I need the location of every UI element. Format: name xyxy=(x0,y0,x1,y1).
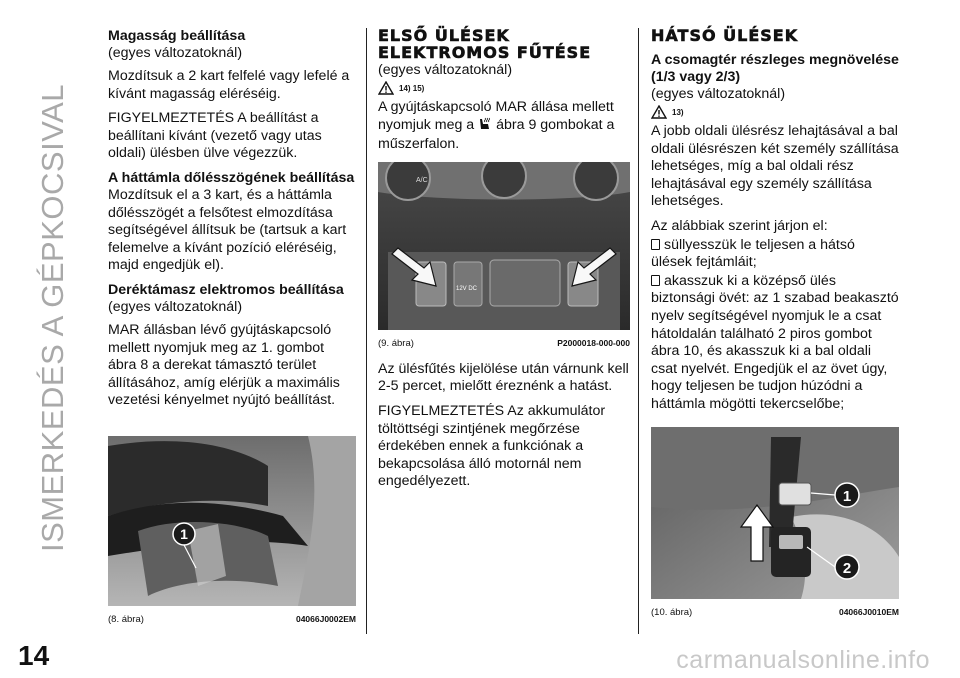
paragraph: Az ülésfűtés kijelölése után várnunk kell 2-5 percet, mielőtt éreznénk a hatást. xyxy=(378,360,629,395)
heading-backrest: A háttámla dőlésszögének beállítása xyxy=(108,169,355,186)
paragraph: FIGYELMEZTETÉS Az akkumulátor töltöttségi szintjének megőrzése érdekében ennek a funkciónak a bekapcsolása álló motornál nem engedélyezett. xyxy=(378,402,606,490)
heading-height-adjust: Magasság beállítása xyxy=(108,28,246,44)
svg-text:12V DC: 12V DC xyxy=(456,285,478,292)
paragraph: MAR állásban lévő gyújtáskapcsoló mellett nyomjuk meg az 1. gombot ábra 8 a derekat támasztó terület állításához, amíg elérjük a maximális vezetési kényelmet nyújtó beállítást. xyxy=(108,321,340,409)
sidebar-chapter-title: ISMERKEDÉS A GÉPKOCSIVAL xyxy=(35,84,71,552)
checkbox-bullet-icon xyxy=(651,275,660,286)
figure-8 xyxy=(108,436,356,625)
list-item: akasszuk ki a középső ülés biztonsági övét: az 1 szabad beakasztó nyelv segítségével nyomjuk le a csat hátoldalán található 2 piros gombot ábra 10, és akasszuk ki a bal oldali csat nyelvét. Engedjük el az övet úgy, hogy teljesen be tudjon húzódni a háttámla mögötti tekercselőbe; xyxy=(651,272,899,412)
paragraph: A jobb oldali ülésrész lehajtásával a bal oldali ülésrészen két személy szállítása lehetséges, míg a bal oldali rész lehajtásával egy személy szállítása lehetséges. xyxy=(651,123,899,210)
subtitle: (egyes változatoknál) xyxy=(108,298,243,315)
subtitle: (egyes változatoknál) xyxy=(108,45,243,61)
section-title: HÁTSÓ ÜLÉSEK xyxy=(651,26,799,45)
subtitle: (egyes változatoknál) xyxy=(651,86,786,102)
figure-caption: (10. ábra) 04066J0010EM xyxy=(651,607,899,618)
seat-heater-icon xyxy=(478,117,492,137)
column-divider xyxy=(366,28,367,634)
figure-caption: (9. ábra) P2000018-000-000 xyxy=(378,337,630,349)
column-divider xyxy=(638,28,639,634)
figure-caption: (8. ábra) 04066J0002EM xyxy=(108,614,356,625)
heading-luggage: A csomagtér részleges megnövelése (1/3 vagy 2/3) xyxy=(651,52,899,85)
warning-triangle-icon xyxy=(378,81,394,95)
column-left xyxy=(108,28,356,625)
figure-10 xyxy=(651,427,899,618)
warning-triangle-icon xyxy=(651,105,667,119)
watermark: carmanualsonline.info xyxy=(676,646,930,674)
page-number: 14 xyxy=(18,640,50,671)
callout-1: 1 xyxy=(842,488,852,505)
seatbelt-buckle-image xyxy=(651,427,899,599)
section-title: ELSŐ ÜLÉSEK xyxy=(378,26,510,45)
paragraph: FIGYELMEZTETÉS A beállítást a beállítani kívánt (vezető vagy utas oldali) ülésben ülve végezzük. xyxy=(108,110,322,162)
callout-2: 2 xyxy=(842,560,852,577)
section-title: ELEKTROMOS FŰTÉSE xyxy=(378,43,592,62)
warning-reference: 13) xyxy=(651,105,899,119)
callout-1: 1 xyxy=(180,526,188,542)
warning-reference: 14) 15) xyxy=(378,81,630,95)
paragraph: Mozdítsuk el a 3 kart, és a háttámla dőlésszögét a felsőtest elmozdítása segítségével állítsuk be (tartsuk a kart felemelve a kívánt pozíció eléréséig, majd engedjük el). xyxy=(108,186,347,274)
column-middle xyxy=(378,28,630,498)
paragraph: Az alábbiak szerint járjon el: xyxy=(651,217,828,234)
subtitle: (egyes változatoknál) xyxy=(378,62,513,78)
paragraph: A gyújtáskapcsoló MAR állása mellett nyomjuk meg a ábra 9 gombokat a műszerfalon. xyxy=(378,99,615,153)
paragraph: Mozdítsuk a 2 kart felfelé vagy lefelé a kívánt magasság eléréséig. xyxy=(108,68,350,102)
heading-lumbar: Deréktámasz elektromos beállítása xyxy=(108,281,344,298)
figure-9 xyxy=(378,162,630,349)
column-right xyxy=(651,26,899,618)
svg-text:A/C: A/C xyxy=(416,176,428,184)
seat-lumbar-image xyxy=(108,436,356,606)
checkbox-bullet-icon xyxy=(651,239,660,250)
list-item: süllyesszük le teljesen a hátsó ülések fejtámláit; xyxy=(651,236,855,271)
dashboard-buttons-image xyxy=(378,162,630,330)
